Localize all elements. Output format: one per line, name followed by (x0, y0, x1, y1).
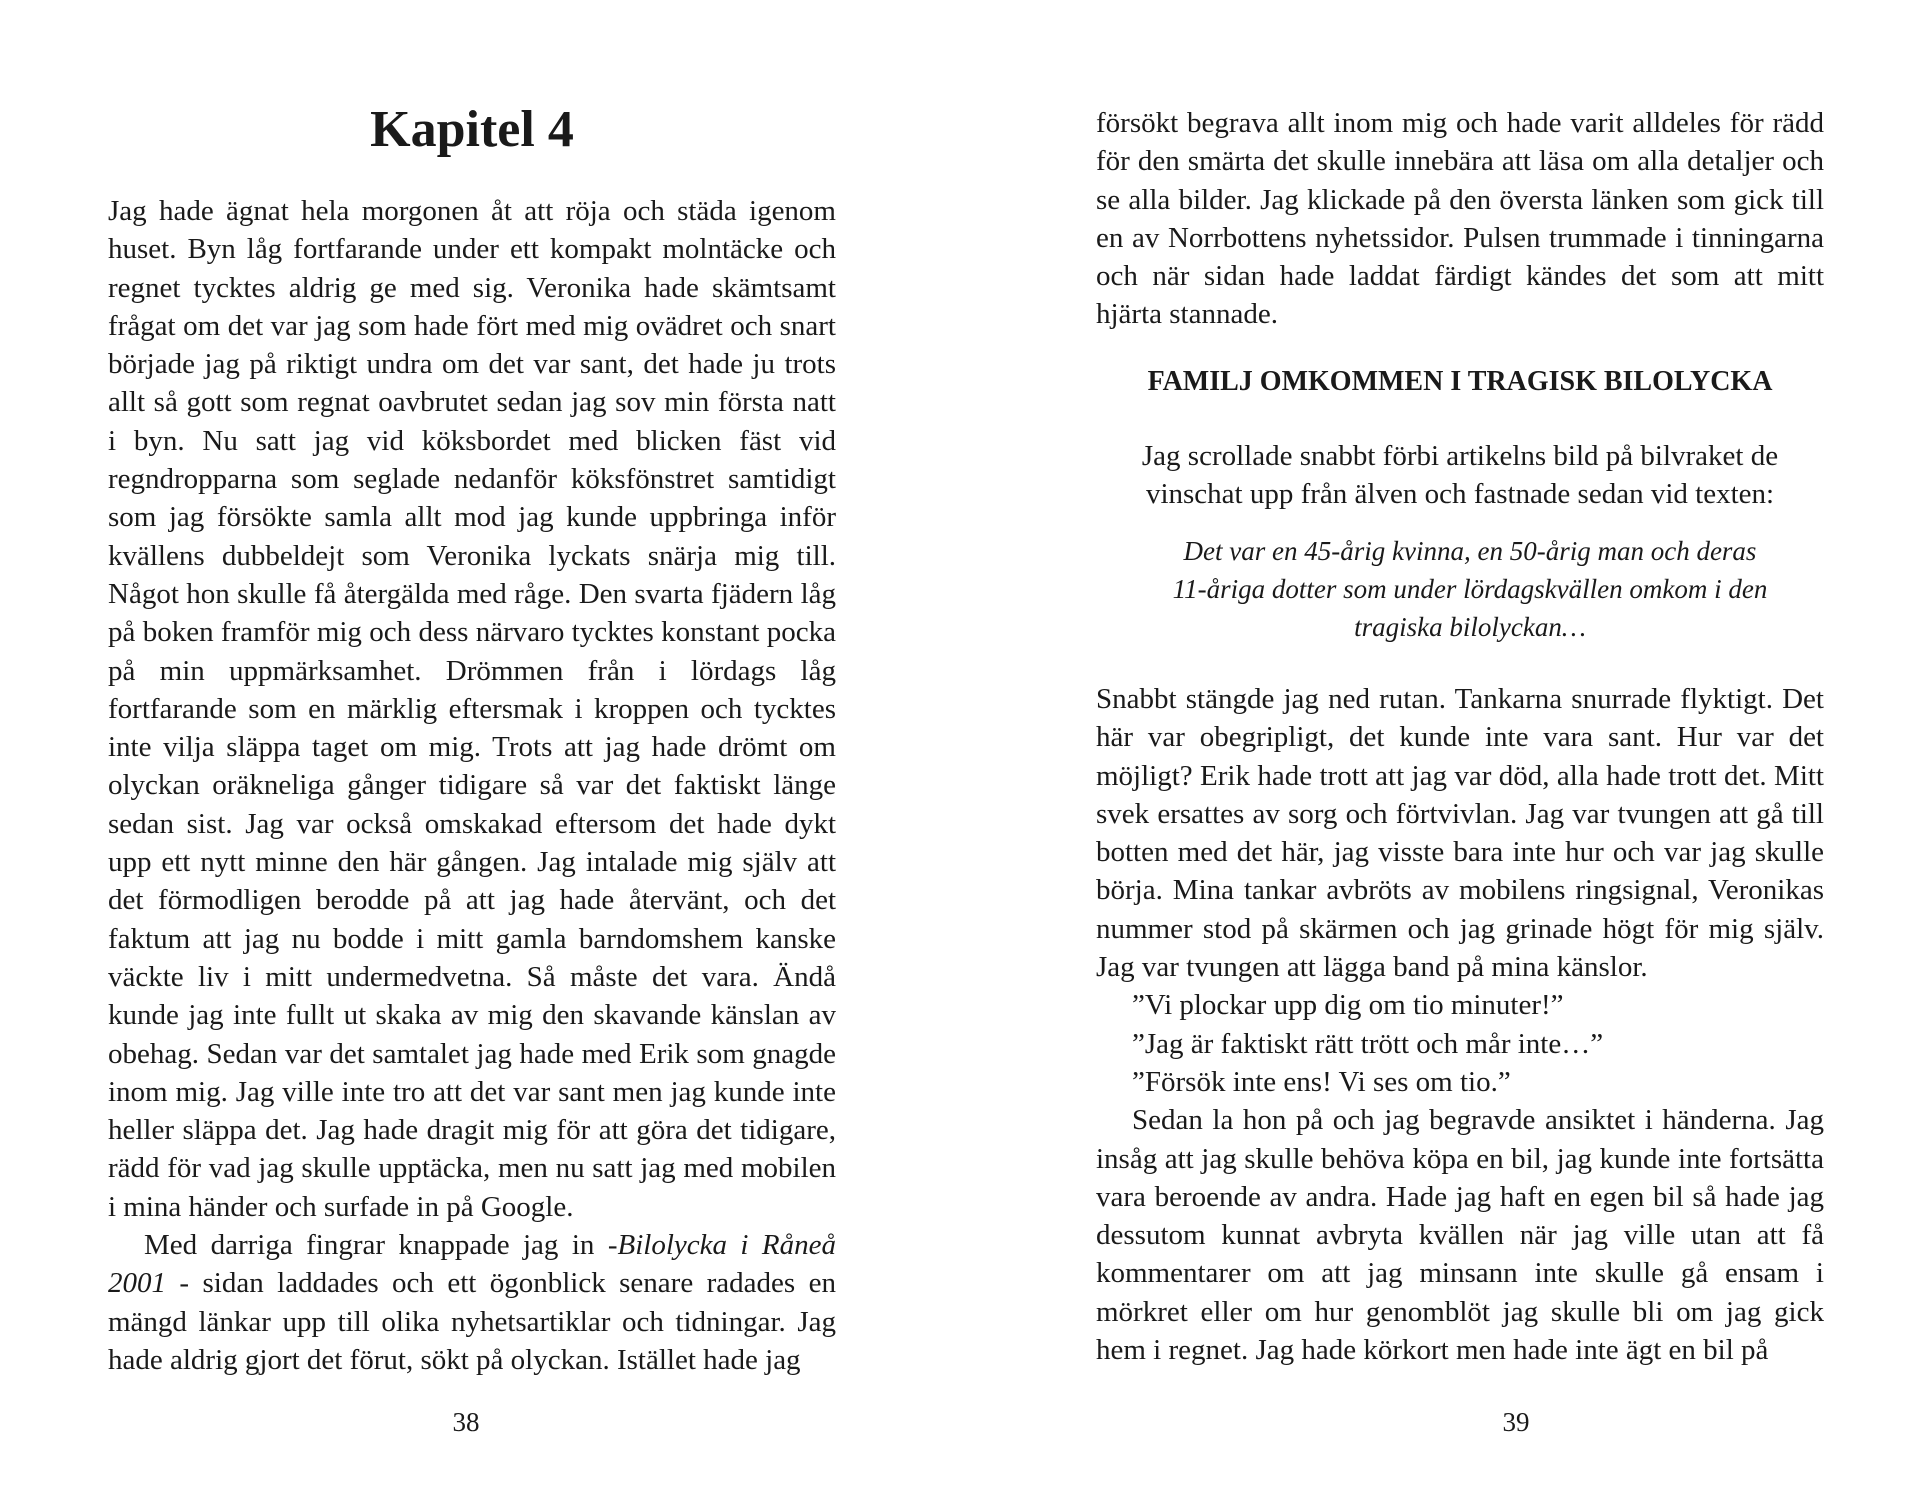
article-quote (1160, 532, 1780, 646)
search-query: -Bilolycka i Råneå 2001 (108, 1229, 836, 1300)
paragraph: försökt begrava allt inom mig och hade varit alldeles för rädd för den smärta det skulle innebära att läsa om alla detaljer och se alla bilder. Jag klickade på den översta länken som gick till en av Norrbottens nyhetssidor. Pulsen trummade i tinningarna och när sidan hade laddat färdigt kändes det som att mitt hjärta stannade. (1096, 107, 1824, 331)
paragraph: Snabbt stängde jag ned rutan. Tankarna snurrade flyktigt. Det här var obegripligt, det kunde inte vara sant. Hur var det möjligt? Erik hade trott att jag var död, alla hade trott det. Mitt svek ersattes av sorg och förtvivlan. Jag var tvungen att gå till botten med det här, jag visste bara inte hur och var jag skulle börja. Mina tankar avbröts av mobilens ringsignal, Veronikas nummer stod på skärmen och jag grinade högt för mig själv. Jag var tvungen att lägga band på mina känslor. (1096, 683, 1824, 984)
paragraph: Jag scrollade snabbt förbi artikelns bild på bilvraket de vinschat upp från älven och fastnade sedan vid texten: (1141, 440, 1779, 511)
quote-line: tragiska bilolyckan… (1354, 612, 1586, 642)
paragraph-text: Med darriga fingrar knappade jag in (144, 1229, 608, 1262)
dialogue-line: ”Försök inte ens! Vi ses om tio.” (1132, 1065, 1511, 1098)
paragraph: Sedan la hon på och jag begravde ansiktet i händerna. Jag insåg att jag skulle behöva köpa en bil, jag kunde inte fortsätta vara beroende av andra. Hade jag haft en egen bil så hade jag dessutom kunnat avbryta kvällen när jag ville utan att få kommentarer om att jag minsann inte skulle gå ensam i mörkret eller om hur genomblöt jag skulle bli om jag gick hem i regnet. Jag hade körkort men hade inte ägt en bil på (1096, 1104, 1824, 1367)
news-headline: FAMILJ OMKOMMEN I TRAGISK BILOLYCKA (1147, 366, 1773, 397)
quote-line: Det var en 45-årig kvinna, en 50-årig man och deras (1183, 536, 1757, 566)
paragraph-text: - sidan laddades och ett ögonblick senare radades en mängd länkar upp till olika nyhetsartiklar och tidningar. Jag hade aldrig gjort det förut, sökt på olyckan. Istället hade jag (108, 1267, 836, 1376)
left-body-text (108, 192, 836, 1379)
paragraph: Jag hade ägnat hela morgonen åt att röja och städa igenom huset. Byn låg fortfarande under ett kompakt molntäcke och regnet tycktes aldrig ge med sig. Veronika hade skämtsamt frågat om det var jag som hade fört med mig ovädret och snart började jag på riktigt undra om det var sant, det hade ju trots allt så gott som regnat oavbrutet sedan jag sov min första natt i byn. Nu satt jag vid köksbordet med blicken fäst vid regndropparna som seglade nedanför köksfönstret samtidigt som jag försökte samla allt mod jag kunde uppbringa inför kvällens dubbeldejt som Veronika lyckats snärja mig till. Något hon skulle få återgälda med råge. Den svarta fjädern låg på boken framför mig och dess närvaro tycktes konstant pocka på min uppmärksamhet. Drömmen från i lördags låg fortfarande som en märklig eftersmak i kroppen och tycktes inte vilja släppa taget om mig. Trots att jag hade drömt om olyckan oräkneliga gånger tidigare så var det faktiskt länge sedan sist. Jag var också omskakad eftersom det hade dykt upp ett nytt minne den här gången. Jag intalade mig själv att det förmodligen berodde på att jag hade återvänt, och det faktum att jag nu bodde i mitt gamla barndomshem kanske väckte liv i mitt undermedvetna. Så måste det vara. Ändå kunde jag inte fullt ut skaka av mig den skavande känslan av obehag. Sedan var det samtalet jag hade med Erik som gnagde inom mig. Jag ville inte tro att det var sant men jag kunde inte heller släppa det. Jag hade dragit mig för att göra det tidigare, rädd för vad jag skulle upptäcka, men nu satt jag med mobilen i mina händer och surfade in på Google. (108, 195, 836, 1223)
right-body-text (1096, 104, 1824, 334)
dialogue-line: ”Jag är faktiskt rätt trött och mår inte…” (1132, 1027, 1604, 1060)
quote-line: 11-åriga dotter som under lördagskvällen omkom i den (1172, 574, 1768, 604)
page-number: 38 (452, 1407, 480, 1437)
right-body-text-continued (1096, 680, 1824, 1369)
chapter-title: Kapitel 4 (370, 101, 574, 158)
dialogue-line: ”Vi plockar upp dig om tio minuter!” (1132, 989, 1564, 1022)
paragraph (108, 1226, 836, 1379)
page-number: 39 (1502, 1407, 1530, 1437)
right-page (960, 0, 1920, 1493)
